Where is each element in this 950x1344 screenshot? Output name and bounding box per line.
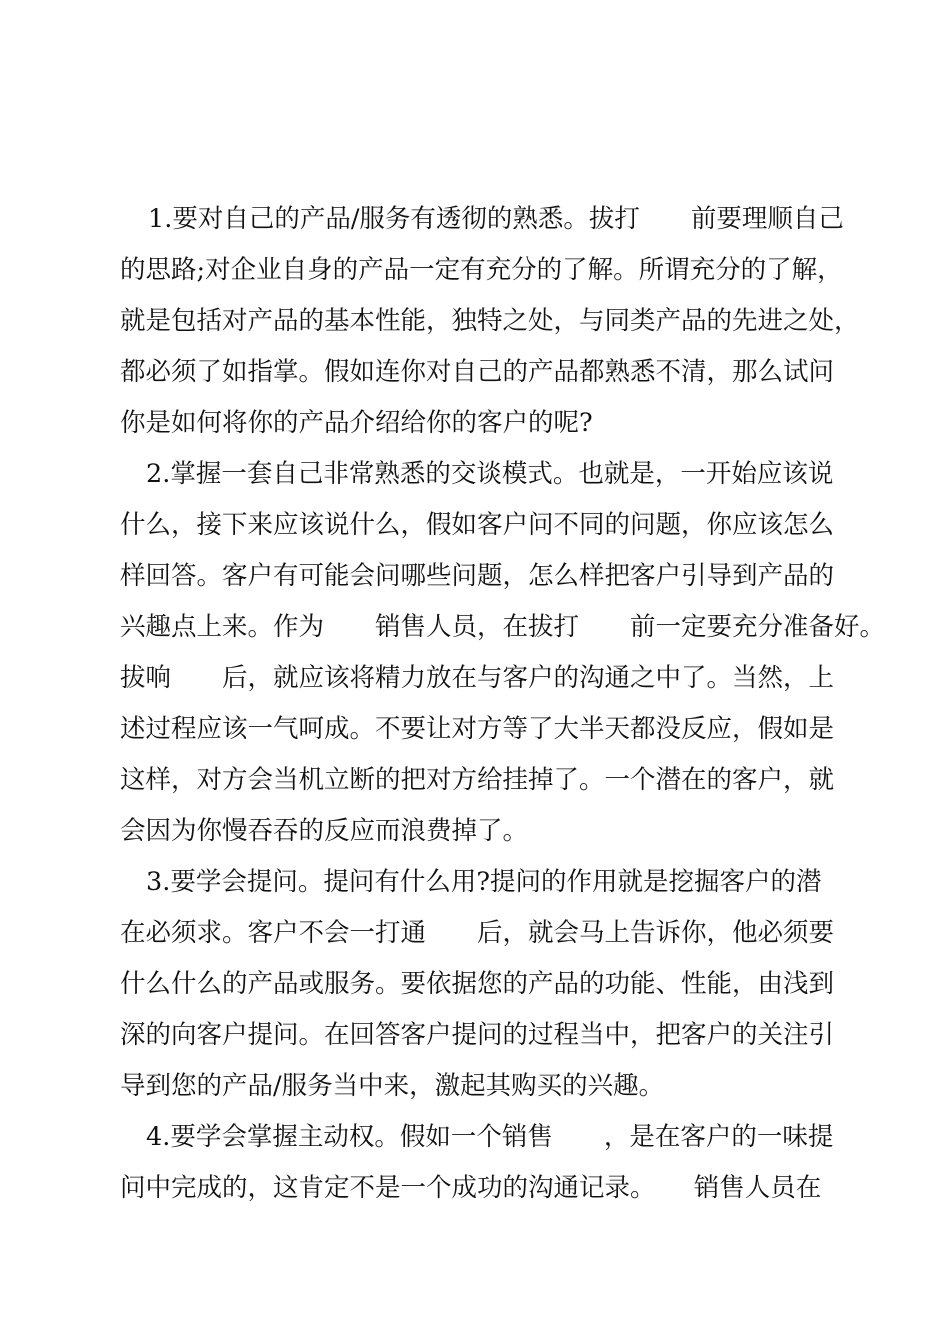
paragraph-4-line-2: 问中完成的，这肯定不是一个成功的沟通记录。 销售人员在 [120,1173,822,1203]
paragraph-2-line-8: 会因为你慢吞吞的反应而浪费掉了。 [120,816,529,846]
paragraph-2-line-3: 样回答。客户有可能会问哪些问题，怎么样把客户引导到产品的 [120,561,835,591]
paragraph-1-line-1: 1.要对自己的产品/服务有透彻的熟悉。拔打 前要理顺自己 [148,204,844,234]
paragraph-1-line-3: 就是包括对产品的基本性能，独特之处，与同类产品的先进之处， [120,306,860,336]
paragraph-3-line-3: 什么什么的产品或服务。要依据您的产品的功能、性能，由浅到 [120,969,835,999]
paragraph-3-line-2: 在必须求。客户不会一打通 后，就会马上告诉你，他必须要 [120,918,835,948]
paragraph-1-line-4: 都必须了如指掌。假如连你对自己的产品都熟悉不清，那么试问 [120,357,835,387]
paragraph-2-line-5: 拔响 后，就应该将精力放在与客户的沟通之中了。当然，上 [120,663,835,693]
paragraph-2-line-1: 2.掌握一套自己非常熟悉的交谈模式。也就是，一开始应该说 [146,459,834,489]
paragraph-3-line-4: 深的向客户提问。在回答客户提问的过程当中，把客户的关注引 [120,1020,835,1050]
paragraph-2-line-4: 兴趣点上来。作为 销售人员，在拔打 前一定要充分准备好。 [120,612,886,642]
paragraph-4-line-1: 4.要学会掌握主动权。假如一个销售 ，是在客户的一味提 [146,1122,834,1152]
paragraph-3-line-1: 3.要学会提问。提问有什么用?提问的作用就是挖掘客户的潜 [146,867,822,897]
paragraph-3-line-5: 导到您的产品/服务当中来，激起其购买的兴趣。 [120,1071,665,1101]
paragraph-2-line-7: 这样，对方会当机立断的把对方给挂掉了。一个潜在的客户，就 [120,765,835,795]
paragraph-2-line-6: 述过程应该一气呵成。不要让对方等了大半天都没反应，假如是 [120,714,835,744]
paragraph-1-line-5: 你是如何将你的产品介绍给你的客户的呢? [120,408,593,438]
paragraph-1-line-2: 的思路;对企业自身的产品一定有充分的了解。所谓充分的了解， [120,255,843,285]
paragraph-2-line-2: 什么，接下来应该说什么，假如客户问不同的问题，你应该怎么 [120,510,835,540]
